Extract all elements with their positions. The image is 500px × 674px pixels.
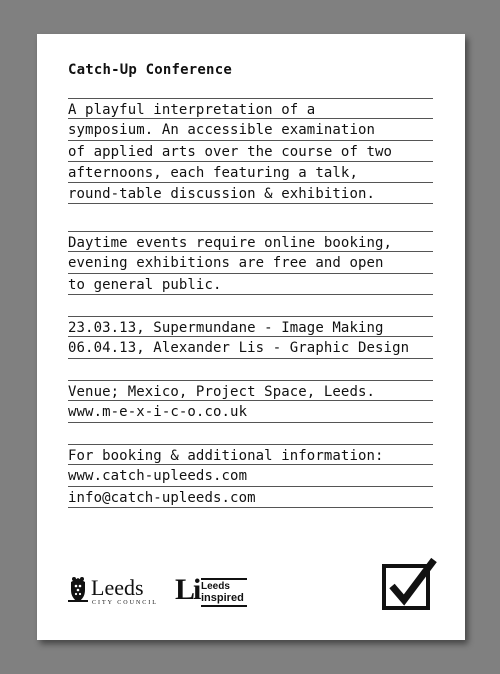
contact-email-line: info@catch-upleeds.com — [68, 487, 433, 508]
city-council-label: CITY COUNCIL — [92, 600, 158, 606]
venue-block — [68, 380, 433, 423]
leeds-council-wordmark: Leeds — [91, 575, 144, 600]
leeds-city-council-logo — [68, 576, 166, 608]
description-line: A playful interpretation of a — [68, 98, 433, 119]
event-line: 06.04.13, Alexander Lis - Graphic Design — [68, 337, 433, 358]
description-block — [68, 98, 433, 204]
leeds-inspired-line1: Leeds — [201, 581, 230, 592]
booking-info-line: evening exhibitions are free and open — [68, 252, 433, 273]
flyer-title: Catch-Up Conference — [68, 62, 232, 78]
booking-info-block — [68, 231, 433, 295]
leeds-inspired-logo — [175, 573, 265, 608]
flyer-card — [37, 34, 465, 640]
description-line: afternoons, each featuring a talk, — [68, 162, 433, 183]
description-line: round-table discussion & exhibition. — [68, 183, 433, 204]
contact-block — [68, 444, 433, 508]
venue-line: Venue; Mexico, Project Space, Leeds. — [68, 380, 433, 401]
event-line: 23.03.13, Supermundane - Image Making — [68, 316, 433, 337]
events-block — [68, 316, 433, 359]
description-line: symposium. An accessible examination — [68, 119, 433, 140]
checked-box-icon — [382, 556, 438, 610]
sponsor-logos — [68, 573, 268, 610]
venue-website-line: www.m-e-x-i-c-o.co.uk — [68, 401, 433, 422]
leeds-inspired-line2: inspired — [201, 592, 244, 604]
booking-info-line: to general public. — [68, 274, 433, 295]
description-line: of applied arts over the course of two — [68, 141, 433, 162]
leeds-inspired-mark: Li — [175, 573, 200, 606]
contact-heading-line: For booking & additional information: — [68, 444, 433, 465]
contact-website-line: www.catch-upleeds.com — [68, 465, 433, 486]
booking-info-line: Daytime events require online booking, — [68, 231, 433, 252]
